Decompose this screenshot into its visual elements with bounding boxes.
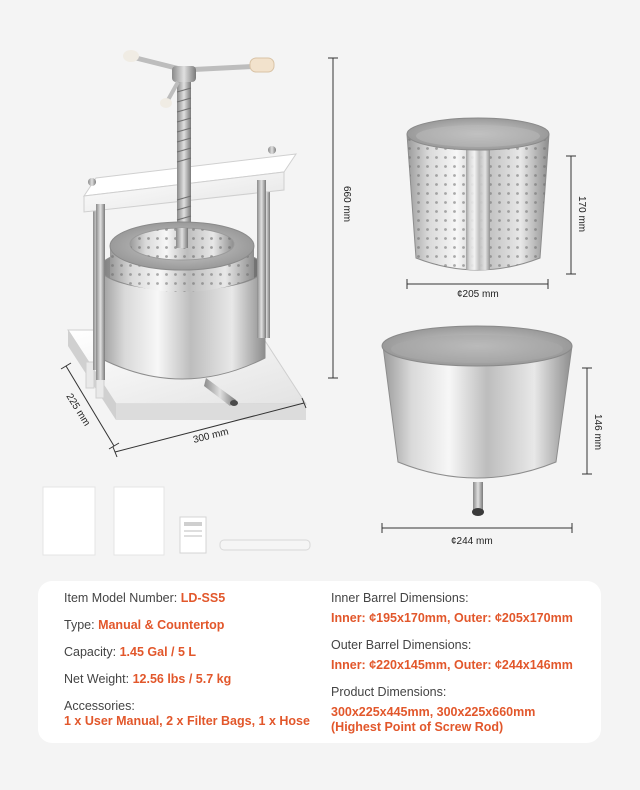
spec-outer-barrel (331, 638, 573, 673)
user-manual (180, 517, 206, 553)
hose (220, 540, 310, 550)
specs-left-column (64, 591, 310, 729)
outer-barrel-image (382, 326, 572, 516)
capacity-label: Capacity: (64, 645, 117, 659)
spec-capacity (64, 645, 310, 660)
spec-inner-barrel (331, 591, 573, 626)
specs-right-column (331, 591, 573, 735)
filter-bag-1 (43, 487, 95, 555)
spec-accessories (64, 699, 310, 729)
filter-bag-2 (114, 487, 164, 555)
outer-barrel-height-label: 146 mm (592, 414, 603, 451)
inner-barrel-image (407, 118, 549, 270)
inner-barrel-value: Inner: ¢195x170mm, Outer: ¢205x170mm (331, 611, 573, 625)
accessories-image (43, 487, 310, 555)
type-label: Type: (64, 618, 95, 632)
inner-barrel-diameter-label: ¢205 mm (457, 289, 499, 300)
press-depth-label: 225 mm (63, 391, 92, 429)
press-height-label: 660 mm (341, 186, 352, 223)
type-value: Manual & Countertop (98, 618, 225, 632)
spec-type (64, 618, 310, 633)
accessories-label: Accessories: (64, 699, 135, 713)
product-dimensions-value-1: 300x225x445mm, 300x225x660mm (331, 705, 536, 719)
product-dimensions-value-2: (Highest Point of Screw Rod) (331, 720, 504, 734)
capacity-value: 1.45 Gal / 5 L (119, 645, 197, 659)
accessories-value: 1 x User Manual, 2 x Filter Bags, 1 x Hose (64, 714, 310, 728)
outer-barrel-label: Outer Barrel Dimensions: (331, 638, 472, 652)
model-label: Item Model Number: (64, 591, 178, 605)
press-width-label: 300 mm (192, 426, 230, 446)
inner-barrel-label: Inner Barrel Dimensions: (331, 591, 469, 605)
product-dimensions-label: Product Dimensions: (331, 685, 447, 699)
spec-product-dimensions (331, 685, 573, 735)
outer-barrel-diameter-label: ¢244 mm (451, 536, 493, 547)
weight-value: 12.56 lbs / 5.7 kg (132, 672, 232, 686)
weight-label: Net Weight: (64, 672, 130, 686)
spec-model (64, 591, 310, 606)
outer-barrel-value: Inner: ¢220x145mm, Outer: ¢244x146mm (331, 658, 573, 672)
model-value: LD-SS5 (180, 591, 226, 605)
inner-barrel-height-label: 170 mm (576, 196, 587, 233)
fruit-press-image (68, 50, 306, 420)
specifications-card (38, 581, 601, 743)
spec-weight (64, 672, 310, 687)
